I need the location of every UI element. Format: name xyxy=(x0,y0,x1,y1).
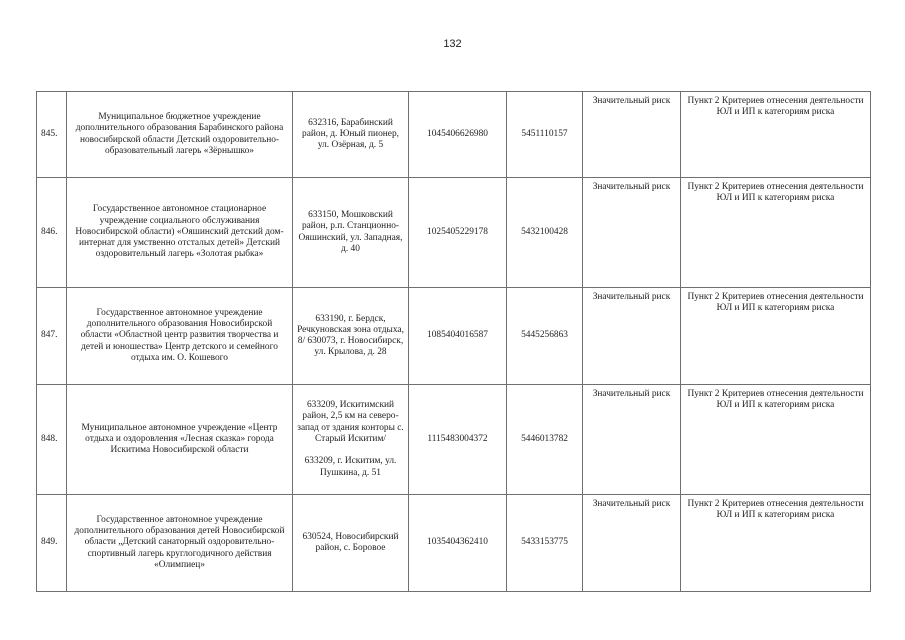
risk-criteria: Пункт 2 Критериев отнесения деятельности ЮЛ и ИП к категориям риска xyxy=(681,495,871,592)
ogrn-value: 1025405229178 xyxy=(409,178,507,288)
risk-level: Значительный риск xyxy=(583,178,681,288)
risk-level: Значительный риск xyxy=(583,288,681,385)
risk-level: Значительный риск xyxy=(583,495,681,592)
organization-address: 632316, Барабинский район, д. Юный пионер, ул. Озёрная, д. 5 xyxy=(293,92,409,178)
organization-name: Государственное автономное учреждение дополнительного образования Новосибирской области «Областной центр развития творчества и детей и юношества» Центр детского и семейного отдыха им. О. Кошевого xyxy=(67,288,293,385)
ogrn-value: 1045406626980 xyxy=(409,92,507,178)
risk-criteria: Пункт 2 Критериев отнесения деятельности ЮЛ и ИП к категориям риска xyxy=(681,288,871,385)
risk-criteria: Пункт 2 Критериев отнесения деятельности ЮЛ и ИП к категориям риска xyxy=(681,385,871,495)
registry-table xyxy=(36,91,871,592)
inn-value: 5445256863 xyxy=(507,288,583,385)
row-number: 845. xyxy=(37,92,67,178)
row-number: 846. xyxy=(37,178,67,288)
risk-criteria: Пункт 2 Критериев отнесения деятельности ЮЛ и ИП к категориям риска xyxy=(681,92,871,178)
table-row xyxy=(37,92,871,178)
ogrn-value: 1035404362410 xyxy=(409,495,507,592)
table-row xyxy=(37,288,871,385)
organization-address: 633150, Мошковский район, р.п. Станционно-Ояшинский, ул. Западная, д. 40 xyxy=(293,178,409,288)
table-row xyxy=(37,178,871,288)
organization-address: 633209, Искитимский район, 2,5 км на северо-запад от здания конторы с. Старый Искитим/ 633209, г. Искитим, ул. Пушкина, д. 51 xyxy=(293,385,409,495)
organization-name: Государственное автономное стационарное учреждение социального обслуживания Новосибирской области) «Ояшинский детский дом- интернат для умственно отсталых детей» Детский оздоровительный лагерь «Золотая рыбка» xyxy=(67,178,293,288)
inn-value: 5446013782 xyxy=(507,385,583,495)
ogrn-value: 1115483004372 xyxy=(409,385,507,495)
row-number: 847. xyxy=(37,288,67,385)
organization-name: Муниципальное автономное учреждение «Центр отдыха и оздоровления «Лесная сказка» города Искитима Новосибирской области xyxy=(67,385,293,495)
inn-value: 5451110157 xyxy=(507,92,583,178)
organization-address: 630524, Новосибирский район, с. Боровое xyxy=(293,495,409,592)
table-row xyxy=(37,385,871,495)
organization-name: Государственное автономное учреждение дополнительного образования детей Новосибирской области „Детский санаторный оздоровительно-спортивный лагерь круглогодичного действия «Олимпиец» xyxy=(67,495,293,592)
risk-criteria: Пункт 2 Критериев отнесения деятельности ЮЛ и ИП к категориям риска xyxy=(681,178,871,288)
page-number: 132 xyxy=(443,38,462,50)
risk-level: Значительный риск xyxy=(583,385,681,495)
inn-value: 5433153775 xyxy=(507,495,583,592)
inn-value: 5432100428 xyxy=(507,178,583,288)
risk-level: Значительный риск xyxy=(583,92,681,178)
organization-address: 633190, г. Бердск, Речкуновская зона отдыха, 8/ 630073, г. Новосибирск, ул. Крылова, д. 28 xyxy=(293,288,409,385)
table-row xyxy=(37,495,871,592)
row-number: 849. xyxy=(37,495,67,592)
row-number: 848. xyxy=(37,385,67,495)
organization-name: Муниципальное бюджетное учреждение дополнительного образования Барабинского района новосибирской области Детский оздоровительно-образовательный лагерь «Зёрнышко» xyxy=(67,92,293,178)
ogrn-value: 1085404016587 xyxy=(409,288,507,385)
